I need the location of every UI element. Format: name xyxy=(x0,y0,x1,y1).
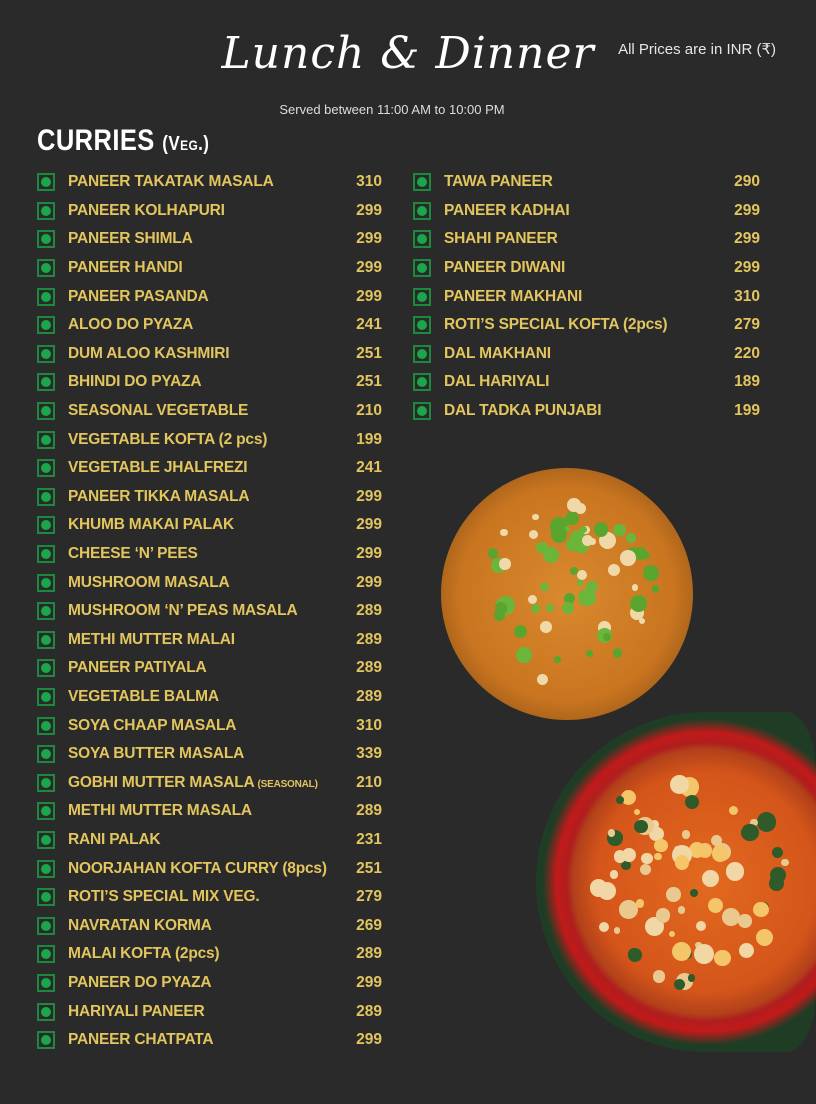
item-price: 310 xyxy=(734,287,760,305)
item-name xyxy=(444,288,720,306)
menu-item xyxy=(413,368,760,397)
item-price: 241 xyxy=(356,459,382,477)
menu-item xyxy=(37,997,382,1026)
item-price: 299 xyxy=(356,973,382,991)
food-detail xyxy=(613,648,622,657)
veg-icon xyxy=(37,888,55,906)
food-detail xyxy=(666,887,681,902)
veg-icon xyxy=(37,259,55,277)
item-price: 289 xyxy=(356,687,382,705)
item-name-text: BHINDI DO PYAZA xyxy=(68,373,202,391)
item-name xyxy=(68,774,342,792)
menu-item xyxy=(37,854,382,883)
food-detail xyxy=(694,944,714,964)
item-name-text: ALOO DO PYAZA xyxy=(68,316,194,334)
menu-item xyxy=(37,768,382,797)
menu-item xyxy=(413,225,760,254)
food-detail xyxy=(688,974,695,981)
food-detail xyxy=(756,929,773,946)
menu-item xyxy=(413,168,760,197)
item-price: 299 xyxy=(356,516,382,534)
food-detail xyxy=(610,870,618,878)
item-name-text: PANEER DIWANI xyxy=(444,259,566,277)
food-detail xyxy=(678,906,686,914)
food-detail xyxy=(529,530,538,539)
item-name-text: PANEER SHIMLA xyxy=(68,230,193,248)
food-detail xyxy=(540,583,549,592)
item-name xyxy=(68,288,342,306)
food-detail xyxy=(674,979,685,990)
menu-item xyxy=(413,397,760,426)
item-name xyxy=(444,259,720,277)
item-name xyxy=(68,1003,342,1021)
veg-icon xyxy=(413,373,431,391)
item-name-text: METHI MUTTER MALAI xyxy=(68,630,235,648)
veg-icon xyxy=(37,688,55,706)
veg-icon xyxy=(37,459,55,477)
menu-item xyxy=(37,282,382,311)
food-detail xyxy=(670,775,689,794)
item-name-text: METHI MUTTER MASALA xyxy=(68,802,252,820)
food-detail xyxy=(598,882,616,900)
veg-icon xyxy=(37,373,55,391)
item-name xyxy=(68,974,342,992)
paneer-peas-dish-image xyxy=(441,468,693,720)
item-price: 269 xyxy=(356,916,382,934)
menu-item xyxy=(413,254,760,283)
item-name xyxy=(444,202,720,220)
veg-icon xyxy=(37,745,55,763)
item-name xyxy=(68,373,342,391)
veg-icon xyxy=(37,602,55,620)
item-name xyxy=(68,745,342,763)
food-detail xyxy=(608,564,620,576)
food-detail xyxy=(499,558,510,569)
menu-item xyxy=(37,654,382,683)
veg-icon xyxy=(413,173,431,191)
item-price: 189 xyxy=(734,373,760,391)
food-detail xyxy=(712,845,728,861)
food-detail xyxy=(652,585,660,593)
veg-icon xyxy=(37,974,55,992)
item-name-text: KHUMB MAKAI PALAK xyxy=(68,516,234,534)
food-detail xyxy=(739,943,754,958)
item-name xyxy=(68,1031,342,1049)
food-detail xyxy=(682,830,690,838)
veg-icon xyxy=(37,574,55,592)
menu-item xyxy=(37,454,382,483)
item-name-text: DAL HARIYALI xyxy=(444,373,550,391)
item-name-text: MALAI KOFTA (2pcs) xyxy=(68,945,220,963)
food-detail xyxy=(551,526,568,543)
item-name xyxy=(444,173,720,191)
menu-item xyxy=(37,826,382,855)
menu-item xyxy=(37,254,382,283)
food-detail xyxy=(641,853,653,865)
item-name-text: RANI PALAK xyxy=(68,830,161,848)
food-detail xyxy=(540,621,552,633)
menu-item xyxy=(37,483,382,512)
food-detail xyxy=(516,647,531,662)
food-detail xyxy=(531,604,540,613)
menu-item xyxy=(37,368,382,397)
veg-icon xyxy=(37,802,55,820)
serving-hours: Served between 11:00 AM to 10:00 PM xyxy=(279,102,505,117)
veg-icon xyxy=(37,230,55,248)
food-detail xyxy=(729,806,738,815)
item-price: 251 xyxy=(356,373,382,391)
item-name-text: ROTI’S SPECIAL KOFTA (2pcs) xyxy=(444,316,668,334)
item-name-text: MUSHROOM MASALA xyxy=(68,573,230,591)
veg-icon xyxy=(413,230,431,248)
food-detail xyxy=(578,589,595,606)
food-detail xyxy=(500,529,507,536)
food-detail xyxy=(632,584,639,591)
item-name-text: PANEER DO PYAZA xyxy=(68,973,212,991)
menu-item xyxy=(413,340,760,369)
item-name xyxy=(68,545,342,563)
food-detail xyxy=(702,870,719,887)
item-name xyxy=(68,602,342,620)
item-name xyxy=(68,860,342,878)
item-price: 299 xyxy=(356,545,382,563)
item-name xyxy=(68,345,342,363)
section-subtitle: (Veg.) xyxy=(162,133,210,155)
item-name xyxy=(68,574,342,592)
veg-icon xyxy=(37,831,55,849)
item-name-text: PANEER PATIYALA xyxy=(68,659,207,677)
item-price: 289 xyxy=(356,945,382,963)
item-price: 289 xyxy=(356,602,382,620)
menu-item xyxy=(413,282,760,311)
menu-item xyxy=(413,311,760,340)
item-name-text: VEGETABLE BALMA xyxy=(68,687,219,705)
menu-item xyxy=(37,797,382,826)
item-price: 299 xyxy=(356,1031,382,1049)
item-price: 289 xyxy=(356,1002,382,1020)
item-name xyxy=(68,202,342,220)
page-title: Lunch & Dinner xyxy=(221,28,595,79)
food-detail xyxy=(726,862,744,880)
veg-icon xyxy=(413,288,431,306)
item-name-text: VEGETABLE JHALFREZI xyxy=(68,459,248,477)
food-detail xyxy=(708,898,723,913)
item-price: 299 xyxy=(356,487,382,505)
item-name-text: ROTI’S SPECIAL MIX VEG. xyxy=(68,888,260,906)
item-price: 299 xyxy=(734,201,760,219)
item-name-text: VEGETABLE KOFTA (2 pcs) xyxy=(68,430,268,448)
food-detail xyxy=(537,674,548,685)
item-price: 210 xyxy=(356,402,382,420)
item-name-text: TAWA PANEER xyxy=(444,173,553,191)
food-detail xyxy=(620,550,636,566)
item-price: 339 xyxy=(356,745,382,763)
veg-icon xyxy=(37,945,55,963)
item-note: (SEASONAL) xyxy=(257,778,318,790)
food-detail xyxy=(577,570,587,580)
menu-column-left xyxy=(37,168,382,1054)
food-detail xyxy=(594,522,608,536)
food-detail xyxy=(613,524,625,536)
item-price: 251 xyxy=(356,859,382,877)
currency-note: All Prices are in INR (₹) xyxy=(618,41,776,58)
food-detail xyxy=(495,602,508,615)
food-detail xyxy=(741,824,758,841)
menu-item xyxy=(37,197,382,226)
item-name-text: PANEER MAKHANI xyxy=(444,287,583,305)
item-name-text: PANEER TIKKA MASALA xyxy=(68,487,250,505)
section-title xyxy=(37,124,209,158)
item-name xyxy=(444,345,720,363)
menu-item xyxy=(37,911,382,940)
veg-icon xyxy=(413,259,431,277)
food-detail xyxy=(698,843,712,857)
item-price: 299 xyxy=(356,201,382,219)
veg-icon xyxy=(37,717,55,735)
item-name-text: PANEER TAKATAK MASALA xyxy=(68,173,274,191)
menu-item xyxy=(413,197,760,226)
item-price: 310 xyxy=(356,716,382,734)
food-detail xyxy=(772,847,784,859)
food-detail xyxy=(514,625,527,638)
menu-item xyxy=(37,683,382,712)
item-price: 289 xyxy=(356,802,382,820)
item-name xyxy=(68,631,342,649)
food-detail xyxy=(654,853,662,861)
food-detail xyxy=(753,902,768,917)
item-name xyxy=(444,402,720,420)
menu-item xyxy=(37,568,382,597)
food-detail xyxy=(711,835,722,846)
item-name xyxy=(68,488,342,506)
item-name xyxy=(444,230,720,248)
veg-icon xyxy=(37,917,55,935)
food-detail xyxy=(685,795,699,809)
menu-item xyxy=(37,883,382,912)
item-name xyxy=(68,831,342,849)
item-price: 299 xyxy=(734,230,760,248)
food-detail xyxy=(738,914,752,928)
item-price: 290 xyxy=(734,173,760,191)
item-name xyxy=(68,259,342,277)
food-detail xyxy=(608,829,615,836)
food-detail xyxy=(614,927,621,934)
item-name xyxy=(68,888,342,906)
item-price: 289 xyxy=(356,659,382,677)
food-detail xyxy=(586,650,593,657)
veg-icon xyxy=(413,402,431,420)
item-name-text: PANEER KOLHAPURI xyxy=(68,201,225,219)
item-price: 289 xyxy=(356,630,382,648)
item-name xyxy=(68,402,342,420)
veg-icon xyxy=(413,345,431,363)
menu-item xyxy=(37,711,382,740)
food-detail xyxy=(696,921,706,931)
item-name-text: DAL MAKHANI xyxy=(444,344,551,362)
item-price: 279 xyxy=(734,316,760,334)
item-name-text: PANEER HANDI xyxy=(68,259,183,277)
menu-item xyxy=(37,340,382,369)
menu-item xyxy=(37,425,382,454)
food-detail xyxy=(640,864,652,876)
veg-icon xyxy=(37,1003,55,1021)
item-name-text: CHEESE ‘N’ PEES xyxy=(68,545,198,563)
veg-icon xyxy=(37,345,55,363)
veg-icon xyxy=(37,173,55,191)
item-name-text: GOBHI MUTTER MASALA xyxy=(68,773,255,791)
item-price: 210 xyxy=(356,773,382,791)
food-detail xyxy=(714,950,731,967)
food-detail xyxy=(770,867,786,883)
item-name xyxy=(68,802,342,820)
item-price: 299 xyxy=(356,287,382,305)
menu-item xyxy=(37,225,382,254)
food-detail xyxy=(690,889,698,897)
item-price: 220 xyxy=(734,344,760,362)
item-name xyxy=(68,173,342,191)
item-name xyxy=(68,516,342,534)
item-name-text: DUM ALOO KASHMIRI xyxy=(68,344,230,362)
veg-icon xyxy=(37,316,55,334)
food-detail xyxy=(675,855,690,870)
item-name xyxy=(68,717,342,735)
item-price: 241 xyxy=(356,316,382,334)
item-name-text: NAVRATAN KORMA xyxy=(68,916,212,934)
food-detail xyxy=(580,526,587,533)
food-detail xyxy=(654,839,667,852)
menu-item xyxy=(37,511,382,540)
food-detail xyxy=(634,820,647,833)
item-price: 299 xyxy=(356,230,382,248)
menu-item xyxy=(37,626,382,655)
food-detail xyxy=(619,900,638,919)
menu-item xyxy=(37,168,382,197)
item-name xyxy=(444,316,720,334)
item-name-text: HARIYALI PANEER xyxy=(68,1002,205,1020)
item-name-text: MUSHROOM ‘N’ PEAS MASALA xyxy=(68,602,298,620)
item-name-text: DAL TADKA PUNJABI xyxy=(444,402,602,420)
menu-item xyxy=(37,940,382,969)
item-name-text: SHAHI PANEER xyxy=(444,230,558,248)
food-detail xyxy=(781,859,789,867)
food-detail xyxy=(669,931,675,937)
item-name xyxy=(68,459,342,477)
item-name xyxy=(68,659,342,677)
item-name-text: PANEER PASANDA xyxy=(68,287,209,305)
item-price: 279 xyxy=(356,888,382,906)
food-detail xyxy=(656,908,670,922)
food-detail xyxy=(634,809,640,815)
veg-icon xyxy=(37,1031,55,1049)
veg-icon xyxy=(37,288,55,306)
menu-item xyxy=(37,597,382,626)
veg-icon xyxy=(37,431,55,449)
menu-item xyxy=(37,740,382,769)
veg-icon xyxy=(37,545,55,563)
food-detail xyxy=(643,565,659,581)
menu-item xyxy=(37,540,382,569)
veg-icon xyxy=(37,774,55,792)
food-detail xyxy=(626,533,635,542)
item-name xyxy=(68,688,342,706)
item-name-text: PANEER CHATPATA xyxy=(68,1031,214,1049)
veg-icon xyxy=(37,860,55,878)
item-price: 199 xyxy=(734,402,760,420)
food-detail xyxy=(575,503,586,514)
food-detail xyxy=(722,908,740,926)
veg-icon xyxy=(37,631,55,649)
menu-item xyxy=(37,969,382,998)
veg-icon xyxy=(413,316,431,334)
food-detail xyxy=(628,948,642,962)
food-detail xyxy=(554,656,561,663)
menu-column-right xyxy=(413,168,760,425)
food-detail xyxy=(546,604,554,612)
food-detail xyxy=(653,970,665,982)
food-detail xyxy=(630,595,648,613)
item-price: 231 xyxy=(356,830,382,848)
item-price: 299 xyxy=(356,573,382,591)
menu-item xyxy=(37,1026,382,1055)
menu-item xyxy=(37,311,382,340)
item-name-text: SOYA CHAAP MASALA xyxy=(68,716,237,734)
mushroom-curry-dish-image xyxy=(536,712,816,1052)
item-name xyxy=(68,431,342,449)
item-name xyxy=(68,945,342,963)
section-name: CURRIES xyxy=(37,124,155,157)
item-price: 299 xyxy=(356,259,382,277)
food-detail xyxy=(532,514,538,520)
item-price: 299 xyxy=(734,259,760,277)
veg-icon xyxy=(413,202,431,220)
item-name xyxy=(68,230,342,248)
food-detail xyxy=(582,535,593,546)
veg-icon xyxy=(37,488,55,506)
item-name-text: NOORJAHAN KOFTA CURRY (8pcs) xyxy=(68,859,327,877)
food-detail xyxy=(639,618,645,624)
food-detail xyxy=(577,579,583,585)
food-detail xyxy=(562,602,574,614)
veg-icon xyxy=(37,659,55,677)
menu-item xyxy=(37,397,382,426)
item-name xyxy=(68,917,342,935)
food-detail xyxy=(757,812,776,831)
item-price: 310 xyxy=(356,173,382,191)
item-name xyxy=(68,316,342,334)
veg-icon xyxy=(37,402,55,420)
veg-icon xyxy=(37,516,55,534)
item-name xyxy=(444,373,720,391)
item-name-text: SEASONAL VEGETABLE xyxy=(68,402,249,420)
item-price: 251 xyxy=(356,344,382,362)
veg-icon xyxy=(37,202,55,220)
food-detail xyxy=(528,595,537,604)
item-name-text: SOYA BUTTER MASALA xyxy=(68,745,245,763)
item-name-text: PANEER KADHAI xyxy=(444,201,570,219)
food-detail xyxy=(599,922,609,932)
item-price: 199 xyxy=(356,430,382,448)
